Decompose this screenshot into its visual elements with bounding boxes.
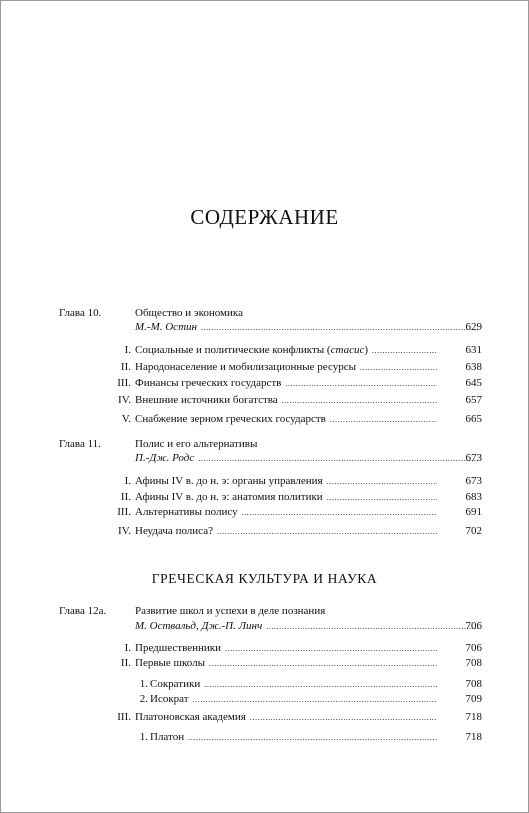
chapter-10-author-line	[135, 321, 482, 335]
toc-entry-page: 665	[465, 413, 482, 425]
toc-subentry	[150, 693, 441, 707]
subitem-number: 1.	[139, 731, 148, 743]
item-number: I.	[124, 344, 131, 356]
toc-entry	[135, 361, 441, 375]
toc-entry	[135, 657, 441, 671]
toc-entry	[135, 413, 441, 427]
toc-entry-page: 638	[465, 361, 482, 373]
toc-entry-text: Снабжение зерном греческих государств	[135, 413, 326, 425]
chapter-12a-page: 706	[465, 620, 482, 632]
dot-leader	[285, 379, 437, 388]
toc-subentry	[150, 731, 441, 745]
toc-entry-text: Афины IV в. до н. э: анатомия политики	[135, 491, 323, 503]
toc-entry-page: 657	[465, 394, 482, 406]
toc-entry-page: 702	[465, 525, 482, 537]
dot-leader	[198, 454, 478, 463]
chapter-10-title: Общество и экономика	[135, 307, 243, 319]
chapter-12a-author: М. Оствальд, Дж.-П. Линч	[135, 620, 263, 632]
toc-entry-page: 708	[465, 678, 482, 690]
chapter-11-title: Полис и его альтернативы	[135, 438, 258, 450]
toc-entry-text: Первые школы	[135, 657, 206, 669]
toc-entry	[135, 344, 441, 358]
dot-leader	[225, 644, 437, 653]
item-number: III.	[117, 506, 131, 518]
toc-entry-page: 683	[465, 491, 482, 503]
toc-entry-page: 718	[465, 711, 482, 723]
toc-entry-page: 718	[465, 731, 482, 743]
toc-entry	[135, 525, 441, 539]
toc-entry-text: Социальные и политические конфликты (стасис)	[135, 344, 369, 356]
item-number: II.	[120, 657, 131, 669]
toc-entry-text: Финансы греческих государств	[135, 377, 282, 389]
subitem-number: 2.	[139, 693, 148, 705]
toc-entry-text: Альтернативы полису	[135, 506, 238, 518]
dot-leader	[217, 527, 437, 536]
chapter-12a-label: Глава 12а.	[59, 605, 107, 617]
toc-entry-text: Неудача полиса?	[135, 525, 213, 537]
toc-entry-text: Платон	[150, 731, 185, 743]
chapter-10-author: М.-М. Остин	[135, 321, 197, 333]
item-number: II.	[120, 491, 131, 503]
item-number: IV.	[118, 394, 131, 406]
toc-entry	[135, 491, 441, 505]
chapter-11-author-line	[135, 452, 482, 466]
dot-leader	[250, 713, 437, 722]
item-number: IV.	[118, 525, 131, 537]
dot-leader	[372, 346, 437, 355]
item-number: I.	[124, 475, 131, 487]
subitem-number: 1.	[139, 678, 148, 690]
dot-leader	[327, 493, 437, 502]
toc-entry-text: Народонаселение и мобилизационные ресурсы	[135, 361, 356, 373]
toc-entry-page: 708	[465, 657, 482, 669]
toc-entry-text: Внешние источники богатства	[135, 394, 278, 406]
chapter-12a-title: Развитие школ и успехи в деле познания	[135, 605, 326, 617]
dot-leader	[360, 363, 437, 372]
toc-entry-text: Исократ	[150, 693, 189, 705]
section-heading: ГРЕЧЕСКАЯ КУЛЬТУРА И НАУКА	[151, 571, 378, 586]
toc-entry	[135, 711, 441, 725]
toc-subentry	[150, 678, 441, 692]
chapter-11-page: 673	[465, 452, 482, 464]
toc-entry-page: 706	[465, 642, 482, 654]
item-number: III.	[117, 711, 131, 723]
item-number: I.	[124, 642, 131, 654]
dot-leader	[209, 659, 437, 668]
page-title: СОДЕРЖАНИЕ	[190, 205, 339, 229]
toc-entry-page: 645	[465, 377, 482, 389]
toc-entry-page: 673	[465, 475, 482, 487]
chapter-11-label: Глава 11.	[59, 438, 101, 450]
toc-entry-page: 709	[465, 693, 482, 705]
chapter-11-author: П.-Дж. Родс	[135, 452, 195, 464]
toc-entry	[135, 377, 441, 391]
dot-leader	[282, 396, 437, 405]
dot-leader	[204, 680, 437, 689]
toc-entry-text: Афины IV в. до н. э: органы управления	[135, 475, 323, 487]
item-number: V.	[121, 413, 131, 425]
item-number: II.	[120, 361, 131, 373]
toc-entry-text: Платоновская академия	[135, 711, 246, 723]
toc-entry-page: 691	[465, 506, 482, 518]
dot-leader	[327, 477, 437, 486]
chapter-10-page: 629	[465, 321, 482, 333]
toc-entry-page: 631	[465, 344, 482, 356]
chapter-10-label: Глава 10.	[59, 307, 102, 319]
toc-entry-text: Предшественники	[135, 642, 221, 654]
item-number: III.	[117, 377, 131, 389]
toc-entry-text: Сократики	[150, 678, 201, 690]
toc-entry	[135, 394, 441, 408]
dot-leader	[201, 323, 478, 332]
chapter-12a-author-line	[135, 620, 482, 634]
dot-leader	[330, 415, 437, 424]
toc-entry	[135, 642, 441, 656]
dot-leader	[242, 508, 437, 517]
dot-leader	[193, 695, 437, 704]
dot-leader	[188, 733, 437, 742]
toc-entry	[135, 475, 441, 489]
toc-entry	[135, 506, 441, 520]
